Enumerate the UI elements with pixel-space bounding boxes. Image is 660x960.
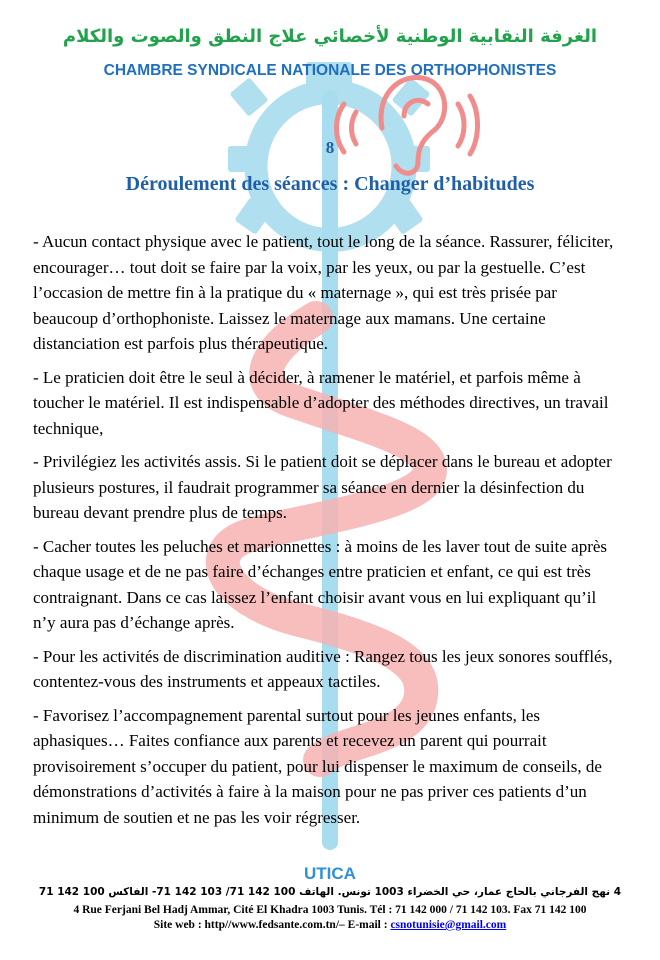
footer-address-arabic: 4 نهج الفرجاني بالحاج عمار، حي الخضراء 1003 تونس. الهاتف 100 142 71/ 103 142 71- الفاكس 100 142 71	[38, 886, 622, 898]
paragraph: - Cacher toutes les peluches et marionnettes : à moins de les laver tout de suite après chaque usage et de ne pas faire d’échanges entre praticien et enfant, ce qui est très contraignant. Dans ce cas laissez l’enfant choisir avant vous en lui expliquant qu’il n’y aura pas d’échange après.	[33, 536, 608, 632]
header-french-title: CHAMBRE SYNDICALE NATIONALE DES ORTHOPHONISTES	[103, 62, 557, 79]
page-number: 8	[325, 138, 335, 157]
footer-utica: UTICA	[304, 864, 356, 883]
footer-contact	[0, 919, 660, 931]
paragraph: - Le praticien doit être le seul à décider, à ramener le matériel, et parfois même à toucher le matériel. Il est indispensable d’adopter des méthodes directives, un travail technique,	[33, 367, 609, 438]
page-title: Déroulement des séances : Changer d’habitudes	[125, 173, 535, 195]
header-arabic-title: الغرفة النقابية الوطنية لأخصائي علاج النطق والصوت والكلام	[62, 26, 598, 47]
paragraph: - Pour les activités de discrimination auditive : Rangez tous les jeux sonores soufflés, contentez-vous des instruments et appeaux tactiles.	[33, 646, 613, 691]
paragraph: - Aucun contact physique avec le patient, tout le long de la séance. Rassurer, féliciter, encourager… tout doit se faire par la voix, par les yeux, ou par la gestuelle. C’est l’occasion de mettre fin à la pratique du « maternage », qui est très prisée par beaucoup d’orthophoniste. Laissez le maternage aux mamans. Une certaine distanciation est parfois plus thérapeutique.	[33, 232, 614, 353]
body-text	[33, 229, 623, 838]
paragraph: - Privilégiez les activités assis. Si le patient doit se déplacer dans le bureau et adopter plusieurs postures, il faudrait programmer sa séance en dernier la désinfection du bureau devant prendre plus de temps.	[33, 452, 612, 522]
paragraph: - Favorisez l’accompagnement parental surtout pour les jeunes enfants, les aphasiques… Faites confiance aux parents et recevez un parent qui pourrait provisoirement s’occuper du patient, pour lui dispenser le maximum de conseils, de démonstrations d’activités à faire à la maison pour ne pas priver ces patients d’un minimum de soutien et ne pas les voir régresser.	[33, 705, 602, 827]
footer-website: Site web : http//www.fedsante.com.tn/– E-mail :	[153, 919, 391, 931]
footer-address-french: 4 Rue Ferjani Bel Hadj Ammar, Cité El Khadra 1003 Tunis. Tél : 71 142 000 / 71 142 103. Fax 71 142 100	[73, 904, 587, 916]
email-link[interactable]: csnotunisie@gmail.com	[390, 919, 507, 931]
